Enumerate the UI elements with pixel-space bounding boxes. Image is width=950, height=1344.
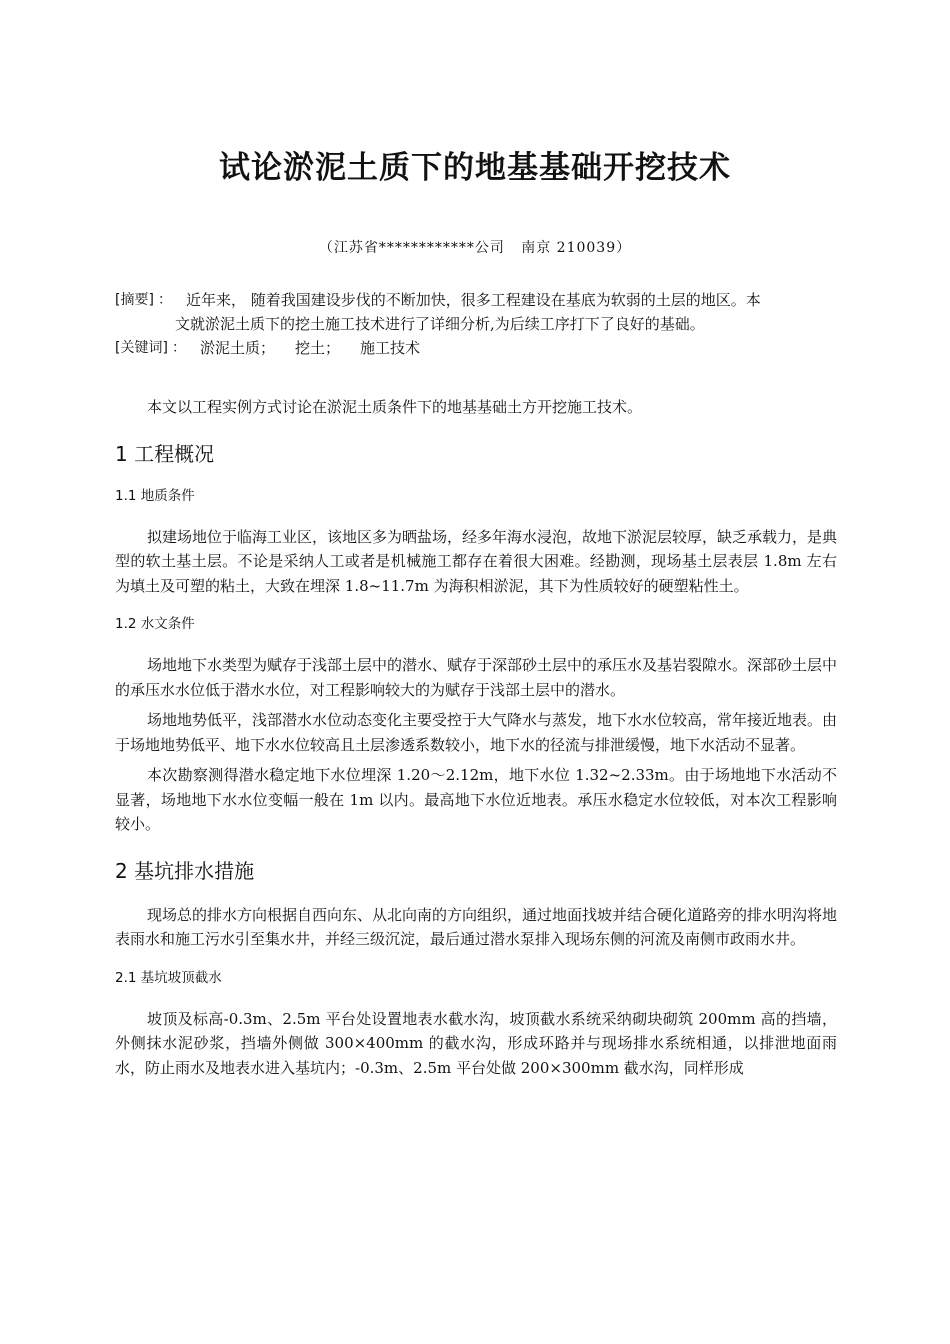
- section-heading: 2 基坑排水措施: [115, 858, 255, 883]
- abstract-label: [摘要]: [115, 292, 154, 308]
- abstract-text-line2: 文就淤泥土质下的挖土施工技术进行了详细分析,为后续工序打下了良好的基础。: [175, 315, 705, 333]
- keyword-item: 淤泥土质；: [199, 339, 275, 357]
- section-heading: 1 工程概况: [115, 441, 215, 466]
- keyword-item: 施工技术: [359, 339, 420, 357]
- paragraph: 现场总的排水方向根据自西向东、从北向南的方向组织，通过地面找坡并结合硬化道路旁的排水明沟将地表雨水和施工污水引至集水井，并经三级沉淀，最后通过潜水泵排入现场东侧的河流及南侧市政雨水井。: [115, 905, 838, 948]
- subsection-heading: 1.1 地质条件: [115, 487, 195, 504]
- paragraph: 本次勘察测得潜水稳定地下水位埋深 1.20～2.12m，地下水位 1.32~2.33m。由于场地地下水活动不显著，场地地下水水位变幅一般在 1m 以内。最高地下水位近地表。承压水稳定水位较低，对本次工程影响较小。: [115, 766, 837, 833]
- paragraph: 场地地下水类型为赋存于浅部土层中的潜水、赋存于深部砂土层中的承压水及基岩裂隙水。深部砂土层中的承压水水位低于潜水水位，对工程影响较大的为赋存于浅部土层中的潜水。: [115, 656, 838, 699]
- paragraph: 场地地势低平，浅部潜水水位动态变化主要受控于大气降水与蒸发，地下水水位较高，常年接近地表。由于场地地势低平、地下水水位较高且土层渗透系数较小，地下水的径流与排泄缓慢，地下水活动不显著。: [115, 711, 838, 754]
- intro-paragraph: 本文以工程实例方式讨论在淤泥土质条件下的地基基础土方开挖施工技术。: [147, 398, 643, 416]
- keywords-row: [115, 336, 837, 360]
- body-content: [115, 395, 837, 1080]
- document-title: 试论淤泥土质下的地基基础开挖技术: [219, 150, 731, 186]
- keywords-separator: ：: [171, 340, 186, 356]
- abstract-separator: ：: [157, 292, 172, 308]
- subsection-heading: 1.2 水文条件: [115, 616, 195, 632]
- abstract-text-line1: 近年来， 随着我国建设步伐的不断加快，很多工程建设在基底为软弱的土层的地区。本: [185, 291, 761, 309]
- abstract-row: [115, 288, 837, 312]
- paragraph: 坡顶及标高-0.3m、2.5m 平台处设置地表水截水沟，坡顶截水系统采纳砌块砌筑 200mm 高的挡墙，外侧抹水泥砂浆，挡墙外侧做 300×400mm 的截水沟，形成环路并与现场排水系统相通，以排泄地面雨水，防止雨水及地表水进入基坑内；-0.3m、2.5m 平台处做 200×300mm 截水沟，同样形成: [115, 1009, 837, 1077]
- keyword-item: 挖土；: [294, 339, 340, 357]
- paragraph: 拟建场地位于临海工业区，该地区多为晒盐场，经多年海水浸泡，故地下淤泥层较厚，缺乏承载力，是典型的软土基土层。不论是采纳人工或者是机械施工都存在着很大困难。经勘测，现场基土层表层 1.8m 左右为填土及可塑的粘土，大致在埋深 1.8~11.7m 为海积相淤泥，其下为性质较好的硬塑粘性土。: [115, 527, 838, 595]
- subsection-heading: 2.1 基坑坡顶截水: [115, 969, 222, 986]
- abstract-block: [115, 288, 837, 360]
- author-affiliation: （江苏省************公司 南京 210039）: [318, 240, 632, 256]
- keywords-label: [关键词]: [115, 340, 168, 356]
